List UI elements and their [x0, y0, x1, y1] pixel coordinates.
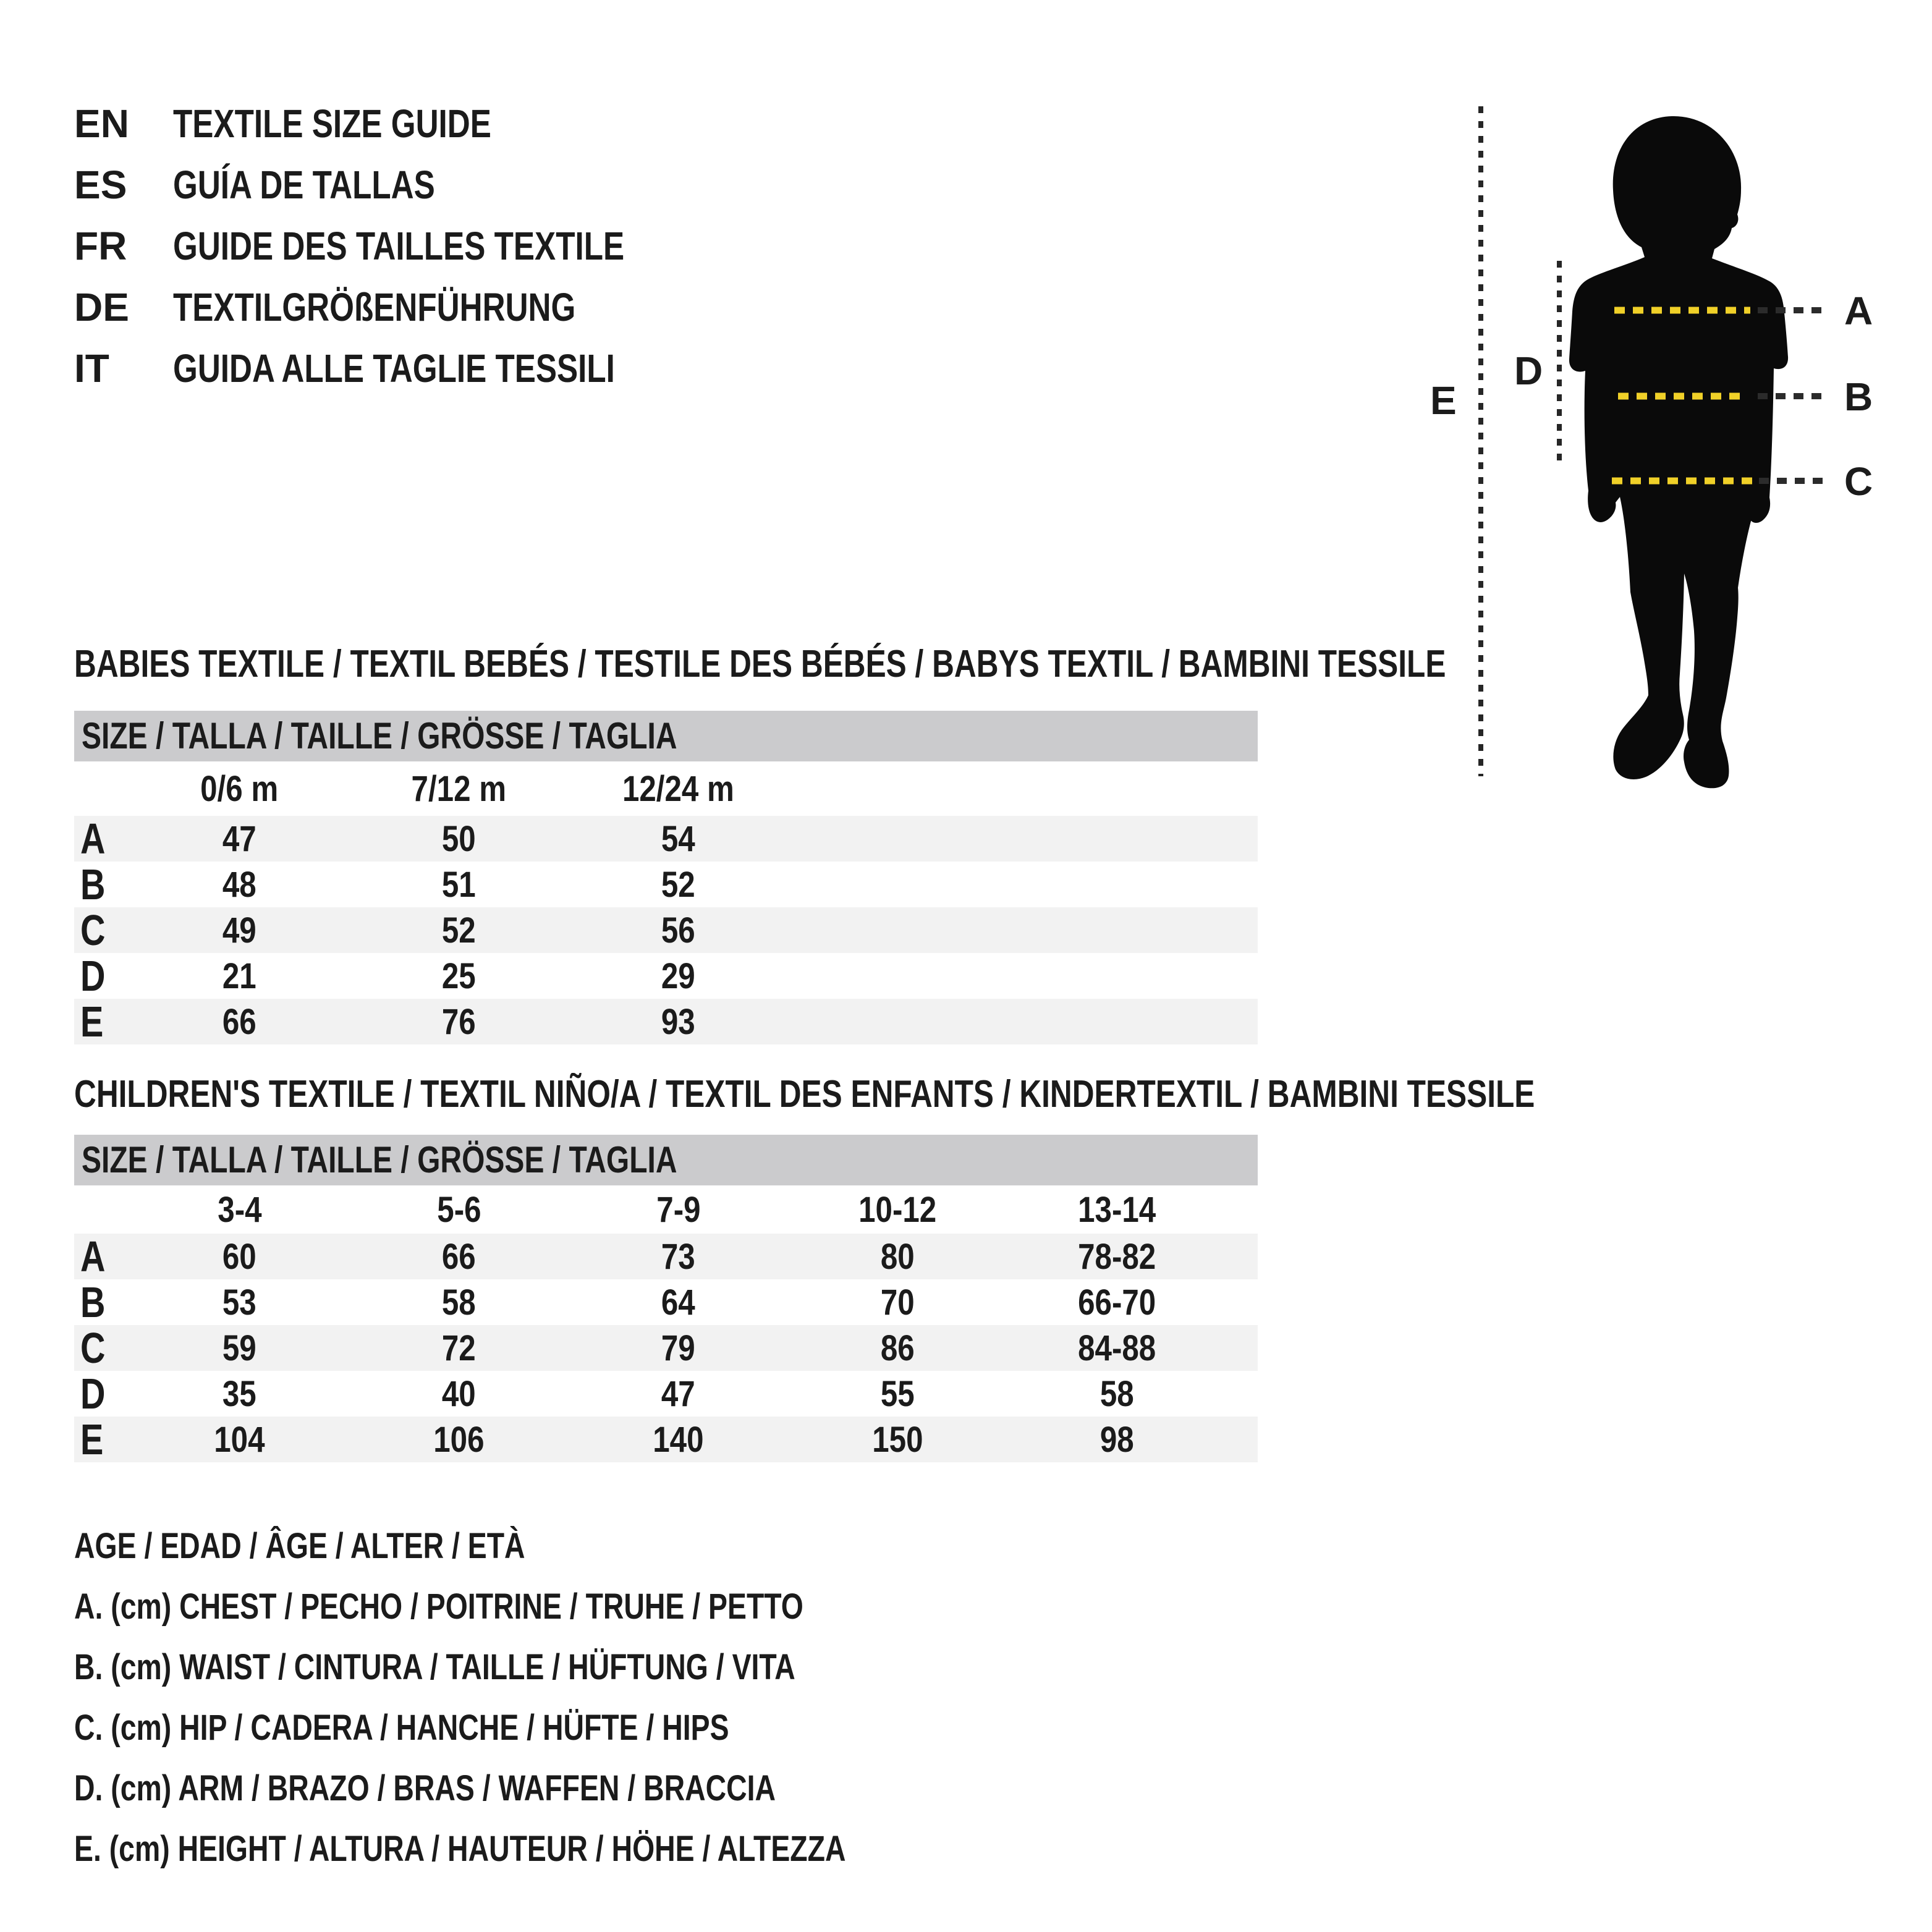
children-E-val-3-text: 140 — [653, 1419, 704, 1460]
babies-D-val-1-text: 21 — [222, 955, 256, 996]
babies-B-val-1-text: 48 — [222, 864, 256, 905]
babies-A-val-1-text: 47 — [222, 818, 256, 859]
legend-height — [74, 1819, 1039, 1879]
children-D-val-3-text: 47 — [661, 1373, 695, 1414]
label-hip-C: C — [1844, 459, 1873, 504]
measurement-legend — [74, 1516, 1039, 1879]
children-col-10-12 — [788, 1189, 1007, 1231]
children-D-val-4-text: 55 — [881, 1373, 915, 1414]
children-C-val-3-text: 79 — [661, 1328, 695, 1368]
babies-E-val-2-text: 76 — [442, 1001, 476, 1042]
children-A-val-2 — [349, 1236, 569, 1277]
babies-C-val-1 — [130, 910, 349, 951]
children-section-title — [74, 1073, 1900, 1116]
lang-row-it — [74, 337, 737, 399]
lang-title-es: GUÍA DE TALLAS — [173, 162, 435, 207]
children-row-B — [74, 1279, 1258, 1325]
language-title-list — [74, 93, 737, 399]
babies-row-E-label-text: E — [80, 998, 104, 1046]
babies-row-B-label-text: B — [80, 860, 106, 909]
lang-row-en — [74, 93, 737, 154]
babies-section-title-text: BABIES TEXTILE / TEXTIL BEBÉS / TESTILE DES BÉBÉS / BABYS TEXTIL / BAMBINI TESSILE — [74, 643, 1446, 685]
babies-A-val-2-text: 50 — [442, 818, 476, 859]
lang-code-en: EN — [74, 101, 129, 146]
babies-B-val-3-text: 52 — [661, 864, 695, 905]
babies-section-title — [74, 643, 1789, 686]
children-row-D-label — [74, 1369, 130, 1418]
lang-code-es: ES — [74, 162, 127, 207]
babies-C-val-1-text: 49 — [222, 910, 256, 951]
babies-row-A — [74, 816, 1258, 862]
label-chest-A: A — [1844, 289, 1873, 333]
children-C-val-2-text: 72 — [442, 1328, 476, 1368]
child-silhouette-icon — [1569, 116, 1788, 788]
babies-row-B — [74, 862, 1258, 907]
children-table-header-bar — [74, 1135, 1258, 1185]
babies-A-val-3 — [569, 818, 788, 860]
babies-row-D-label-text: D — [80, 952, 106, 1000]
children-C-val-4-text: 86 — [881, 1328, 915, 1368]
children-E-val-4-text: 150 — [872, 1419, 923, 1460]
children-A-val-4 — [788, 1236, 1007, 1277]
children-row-A-label-text: A — [80, 1232, 106, 1281]
children-E-val-2-text: 106 — [433, 1419, 485, 1460]
legend-waist-text: B. (cm) WAIST / CINTURA / TAILLE / HÜFTUNG / VITA — [74, 1647, 795, 1687]
babies-B-val-2-text: 51 — [442, 864, 476, 905]
legend-age-text: AGE / EDAD / ÂGE / ALTER / ETÀ — [74, 1526, 525, 1566]
babies-B-val-1 — [130, 864, 349, 905]
babies-row-A-label-text: A — [80, 815, 106, 863]
children-D-val-5 — [1007, 1373, 1227, 1415]
children-row-B-label-text: B — [80, 1278, 106, 1326]
children-row-A — [74, 1234, 1258, 1279]
babies-row-E-label — [74, 997, 130, 1046]
children-C-val-5-text: 84-88 — [1078, 1328, 1156, 1368]
children-C-val-4 — [788, 1328, 1007, 1369]
babies-row-D — [74, 953, 1258, 999]
lang-code-fr: FR — [74, 223, 127, 268]
babies-E-val-3-text: 93 — [661, 1001, 695, 1042]
children-E-val-3 — [569, 1419, 788, 1460]
babies-row-E — [74, 999, 1258, 1044]
babies-col-7-12m-text: 7/12 m — [411, 768, 507, 809]
children-size-table — [74, 1135, 1258, 1462]
lang-row-es — [74, 154, 737, 215]
children-D-val-1-text: 35 — [222, 1373, 256, 1414]
babies-D-val-1 — [130, 955, 349, 997]
measurement-figure-svg — [1409, 87, 1932, 797]
lang-row-fr — [74, 215, 737, 276]
legend-age — [74, 1516, 1039, 1577]
children-col-10-12-text: 10-12 — [858, 1189, 937, 1230]
babies-E-val-2 — [349, 1001, 569, 1043]
babies-col-0-6m — [130, 768, 349, 810]
measurement-figure — [1409, 87, 1932, 797]
legend-chest-text: A. (cm) CHEST / PECHO / POITRINE / TRUHE / PETTO — [74, 1587, 803, 1627]
children-B-val-2-text: 58 — [442, 1282, 476, 1323]
children-E-val-4 — [788, 1419, 1007, 1460]
children-D-val-2 — [349, 1373, 569, 1415]
babies-row-D-label — [74, 951, 130, 1001]
children-C-val-1 — [130, 1328, 349, 1369]
babies-C-val-2 — [349, 910, 569, 951]
babies-column-header-row — [74, 761, 1258, 816]
children-col-3-4-text: 3-4 — [217, 1189, 262, 1230]
label-height-E: E — [1430, 378, 1457, 423]
lang-title-fr: GUIDE DES TAILLES TEXTILE — [173, 223, 625, 268]
babies-C-val-3-text: 56 — [661, 910, 695, 951]
lang-row-de — [74, 276, 737, 337]
babies-A-val-2 — [349, 818, 569, 860]
children-E-val-1-text: 104 — [214, 1419, 265, 1460]
children-C-val-2 — [349, 1328, 569, 1369]
children-size-header: SIZE / TALLA / TAILLE / GRÖSSE / TAGLIA — [82, 1139, 677, 1180]
legend-chest — [74, 1577, 1039, 1637]
babies-D-val-3 — [569, 955, 788, 997]
children-B-val-4 — [788, 1282, 1007, 1323]
babies-D-val-2-text: 25 — [442, 955, 476, 996]
lang-code-it: IT — [74, 345, 109, 391]
children-row-E-label-text: E — [80, 1415, 104, 1464]
children-row-E — [74, 1417, 1258, 1462]
children-E-val-5 — [1007, 1419, 1227, 1460]
babies-size-header: SIZE / TALLA / TAILLE / GRÖSSE / TAGLIA — [82, 715, 677, 756]
legend-height-text: E. (cm) HEIGHT / ALTURA / HAUTEUR / HÖHE / ALTEZZA — [74, 1829, 846, 1869]
babies-E-val-1-text: 66 — [222, 1001, 256, 1042]
babies-E-val-3 — [569, 1001, 788, 1043]
children-A-val-5-text: 78-82 — [1078, 1236, 1156, 1277]
babies-B-val-2 — [349, 864, 569, 905]
babies-A-val-3-text: 54 — [661, 818, 695, 859]
children-B-val-5-text: 66-70 — [1078, 1282, 1156, 1323]
children-row-B-label — [74, 1277, 130, 1327]
babies-C-val-2-text: 52 — [442, 910, 476, 951]
children-E-val-2 — [349, 1419, 569, 1460]
babies-row-C — [74, 907, 1258, 953]
lang-title-en: TEXTILE SIZE GUIDE — [173, 101, 491, 146]
children-row-D — [74, 1371, 1258, 1417]
children-C-val-5 — [1007, 1328, 1227, 1369]
label-waist-B: B — [1844, 375, 1873, 419]
children-A-val-2-text: 66 — [442, 1236, 476, 1277]
children-row-C-label-text: C — [80, 1324, 106, 1372]
children-col-7-9-text: 7-9 — [656, 1189, 701, 1230]
children-row-D-label-text: D — [80, 1370, 106, 1418]
children-C-val-1-text: 59 — [222, 1328, 256, 1368]
children-col-13-14-text: 13-14 — [1078, 1189, 1156, 1230]
babies-C-val-3 — [569, 910, 788, 951]
children-A-val-1 — [130, 1236, 349, 1277]
children-column-header-row — [74, 1185, 1258, 1234]
babies-row-A-label — [74, 814, 130, 863]
children-col-5-6-text: 5-6 — [436, 1189, 481, 1230]
babies-row-B-label — [74, 860, 130, 909]
legend-hip-text: C. (cm) HIP / CADERA / HANCHE / HÜFTE / HIPS — [74, 1708, 729, 1748]
legend-hip — [74, 1698, 1039, 1758]
lang-code-de: DE — [74, 284, 129, 329]
children-D-val-4 — [788, 1373, 1007, 1415]
babies-row-C-label — [74, 905, 130, 955]
babies-col-7-12m — [349, 768, 569, 810]
babies-col-0-6m-text: 0/6 m — [200, 768, 279, 809]
babies-col-12-24m — [569, 768, 788, 810]
lang-title-de: TEXTILGRÖßENFÜHRUNG — [173, 284, 576, 329]
legend-arm — [74, 1758, 1039, 1819]
babies-size-table — [74, 711, 1258, 1044]
children-D-val-2-text: 40 — [442, 1373, 476, 1414]
babies-col-12-24m-text: 12/24 m — [622, 768, 734, 809]
children-row-C — [74, 1325, 1258, 1371]
babies-B-val-3 — [569, 864, 788, 905]
children-A-val-4-text: 80 — [881, 1236, 915, 1277]
legend-arm-text: D. (cm) ARM / BRAZO / BRAS / WAFFEN / BRACCIA — [74, 1768, 776, 1808]
children-A-val-5 — [1007, 1236, 1227, 1277]
children-col-3-4 — [130, 1189, 349, 1231]
children-section-title-text: CHILDREN'S TEXTILE / TEXTIL NIÑO/A / TEXTIL DES ENFANTS / KINDERTEXTIL / BAMBINI TESSILE — [74, 1073, 1535, 1116]
children-A-val-1-text: 60 — [222, 1236, 256, 1277]
babies-D-val-2 — [349, 955, 569, 997]
children-E-val-1 — [130, 1419, 349, 1460]
label-arm-D: D — [1514, 349, 1543, 393]
children-B-val-4-text: 70 — [881, 1282, 915, 1323]
lang-title-it: GUIDA ALLE TAGLIE TESSILI — [173, 345, 615, 391]
babies-table-header-bar — [74, 711, 1258, 761]
children-col-5-6 — [349, 1189, 569, 1231]
children-row-C-label — [74, 1323, 130, 1373]
children-B-val-1-text: 53 — [222, 1282, 256, 1323]
children-B-val-5 — [1007, 1282, 1227, 1323]
children-D-val-5-text: 58 — [1100, 1373, 1134, 1414]
children-row-E-label — [74, 1415, 130, 1464]
children-col-13-14 — [1007, 1189, 1227, 1231]
children-B-val-2 — [349, 1282, 569, 1323]
babies-E-val-1 — [130, 1001, 349, 1043]
children-D-val-3 — [569, 1373, 788, 1415]
children-col-7-9 — [569, 1189, 788, 1231]
children-D-val-1 — [130, 1373, 349, 1415]
babies-A-val-1 — [130, 818, 349, 860]
children-E-val-5-text: 98 — [1100, 1419, 1134, 1460]
children-B-val-3 — [569, 1282, 788, 1323]
children-B-val-1 — [130, 1282, 349, 1323]
babies-D-val-3-text: 29 — [661, 955, 695, 996]
children-row-A-label — [74, 1232, 130, 1281]
babies-row-C-label-text: C — [80, 906, 106, 954]
children-B-val-3-text: 64 — [661, 1282, 695, 1323]
legend-waist — [74, 1637, 1039, 1698]
children-A-val-3 — [569, 1236, 788, 1277]
children-C-val-3 — [569, 1328, 788, 1369]
children-A-val-3-text: 73 — [661, 1236, 695, 1277]
